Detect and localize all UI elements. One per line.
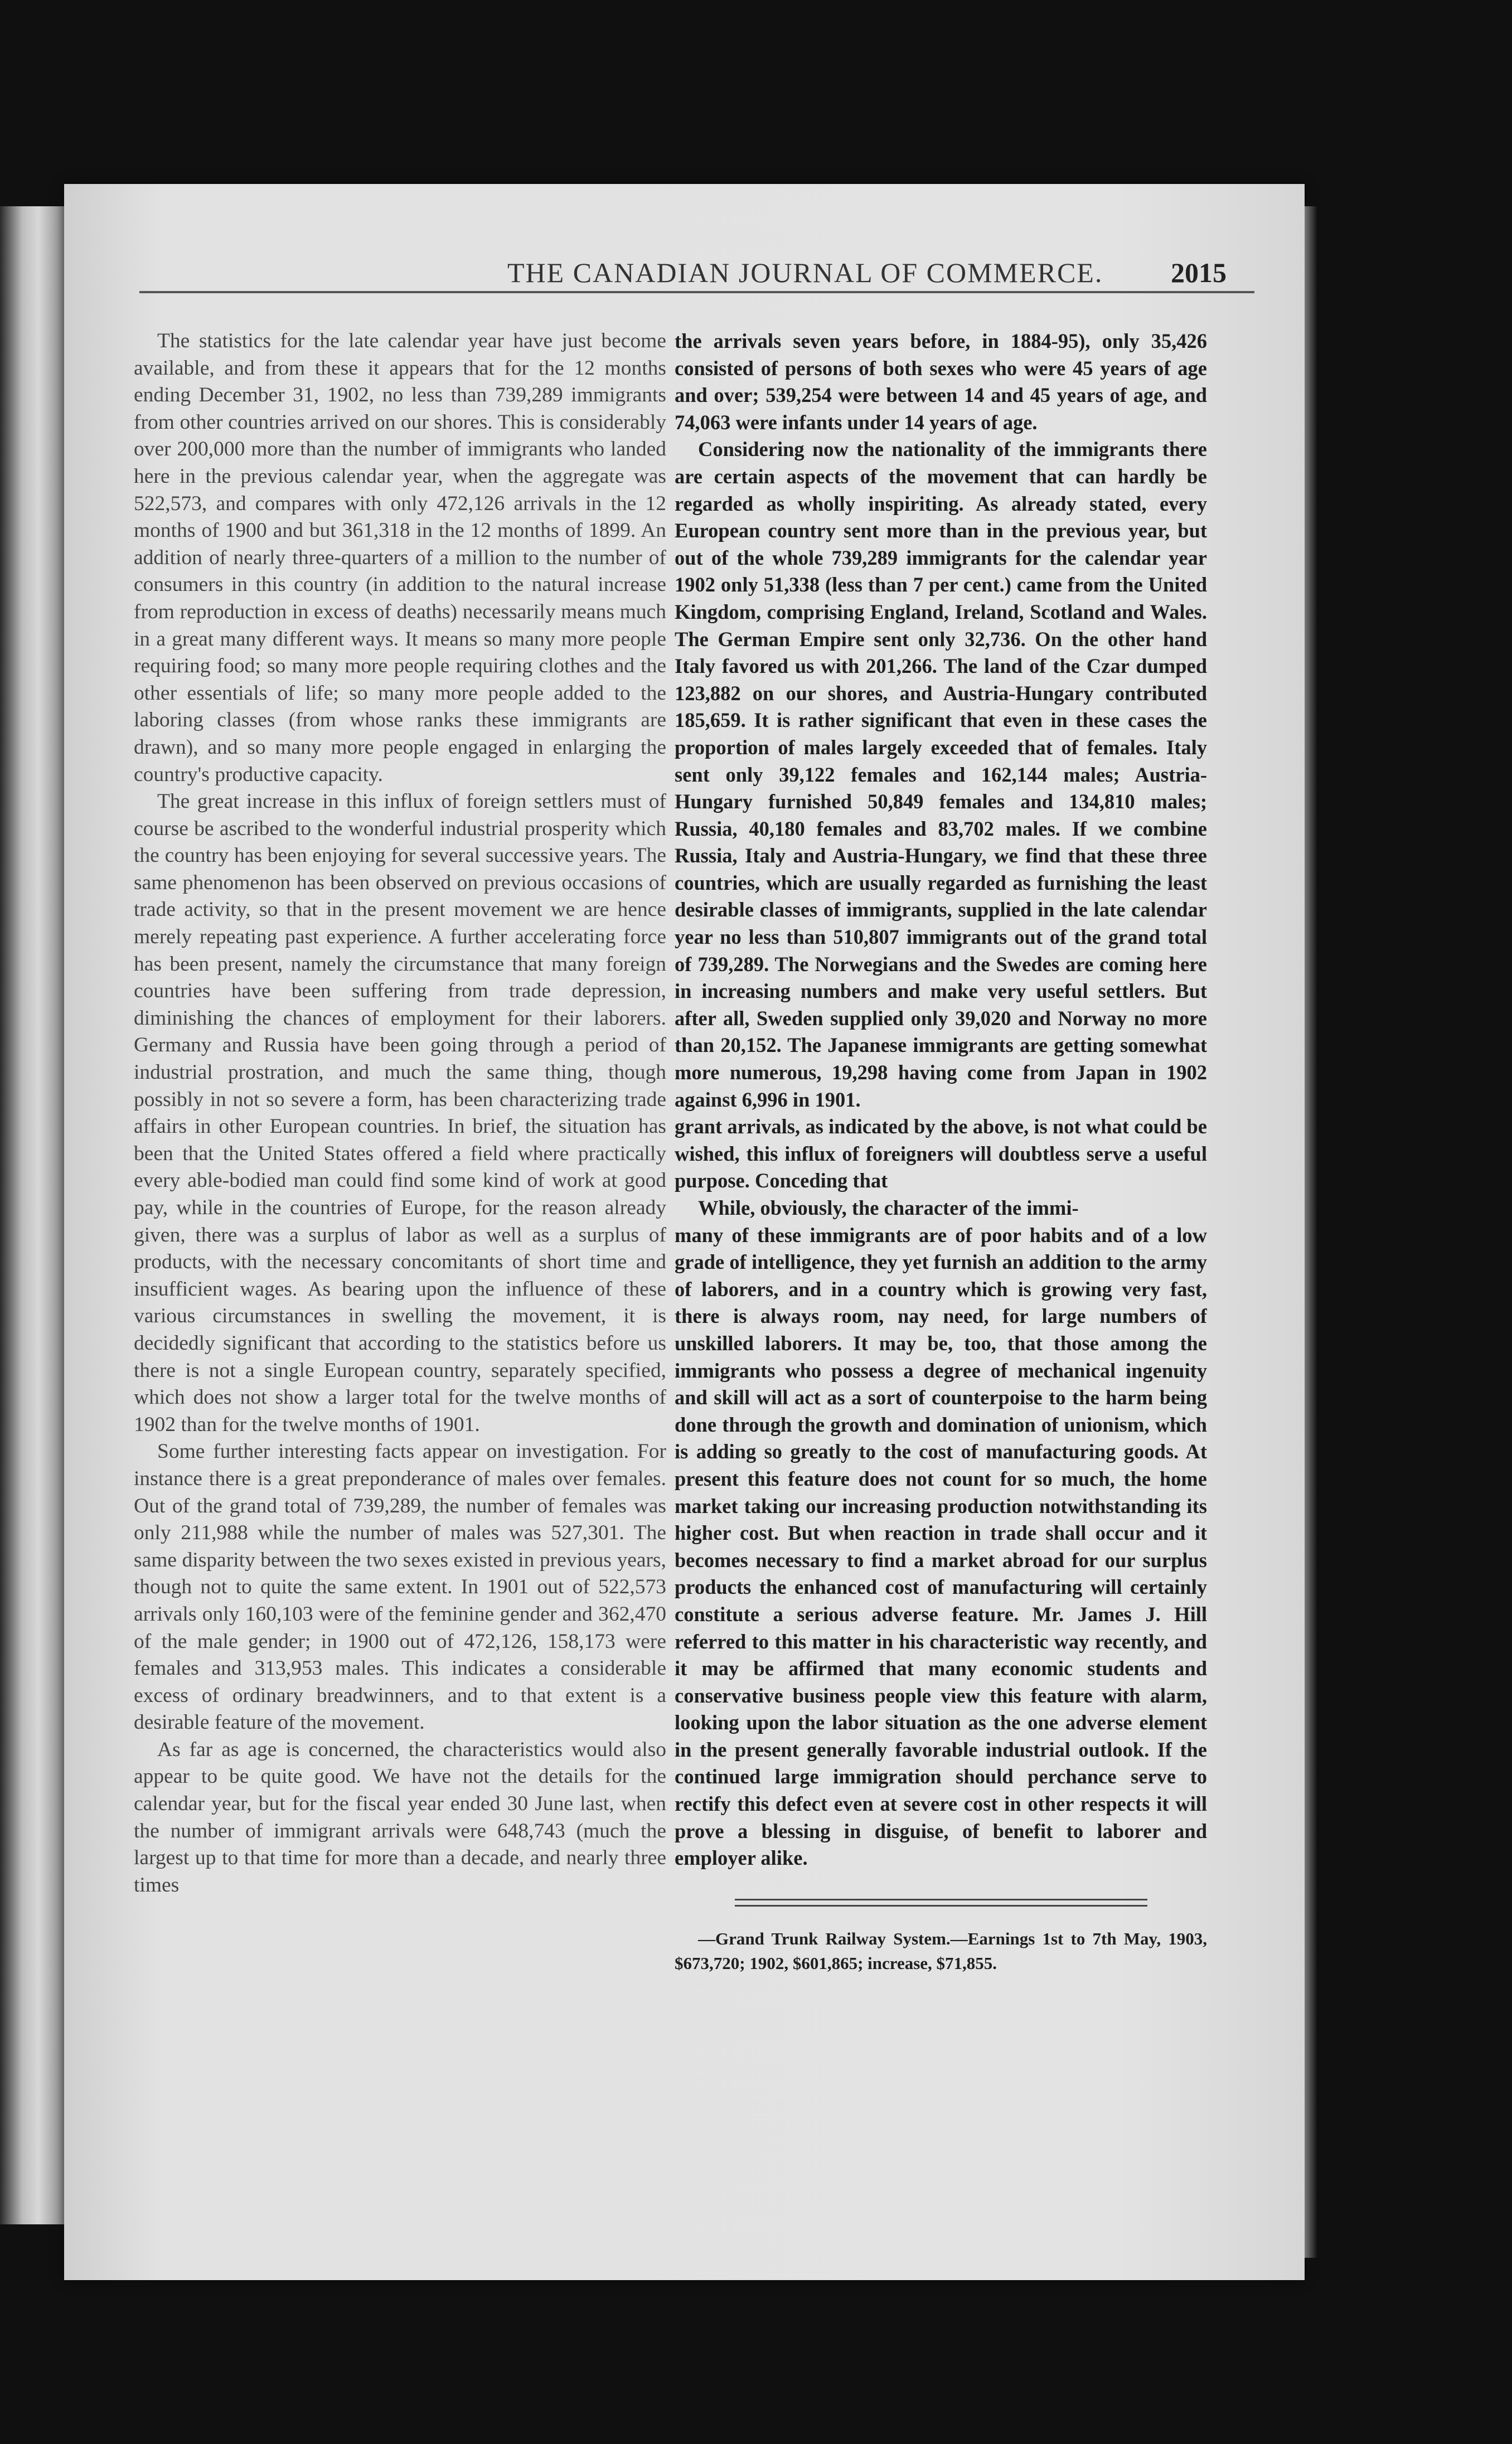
journal-page xyxy=(64,184,1305,2280)
journal-title: THE CANADIAN JOURNAL OF COMMERCE. xyxy=(507,257,1103,288)
paragraph-statistics: The statistics for the late calendar year have just become available, and from these it appears that for the 12 months ending December 31, 1902, no less than 739,289 immigrants from other countries arrived on our shores. This is considerably over 200,000 more than the number of immigrants who landed here in the previous calendar year, when the aggregate was 522,573, and compares with only 472,126 arrivals in the 12 months of 1900 and but 361,318 in the 12 months of 1899. An addition of nearly three-quarters of a million to the number of consumers in this country (in addition to the natural increase from reproduction in excess of deaths) necessarily means much in a great many different ways. It means so many more people requiring food; so many more people requiring clothes and the other essentials of life; so many more people added to the laboring classes (from whose ranks these immigrants are drawn), and so many more people engaged in enlarging the country's productive capacity. xyxy=(134,329,666,786)
book-binding-edge xyxy=(0,206,64,2224)
paragraph-increase: The great increase in this influx of foreign settlers must of course be ascribed to the wonderful industrial prosperity which the country has been enjoying for several successive years. The same phenomenon has been observed on previous occasions of trade activity, so that in the present movement we are hence merely repeating past experience. A further accelerating force has been present, namely the circumstance that many foreign countries have been suffering from trade depression, diminishing the chances of employment for their laborers. Germany and Russia have been going through a period of industrial prostration, and much the same thing, though possibly in not so severe a form, has been characterizing trade affairs in other European countries. In brief, the situation has been that the United States offered a field where practically every able-bodied man could find some kind of work at good pay, while in the countries of Europe, for the reason already given, there was a surplus of labor as well as a surplus of products, with the necessary concomitants of short time and insufficient wages. As bearing upon the influence of these various circumstances in swelling the movement, it is decidedly significant that according to the statistics before us there is not a single European country, separately specified, which does not show a larger total for the twelve months of 1902 than for the twelve months of 1901. xyxy=(134,790,666,1436)
paragraph-age: As far as age is concerned, the characteristics would also appear to be quite good. We have not the details for the calendar year, but for the fiscal year ended 30 June last, when the number of immigrant arrivals were 648,743 (much the largest up to that time for more than a decade, and nearly three times xyxy=(134,1738,666,1897)
paragraph-laborers: many of these immigrants are of poor habits and of a low grade of intelligence, they yet furnish an addition to the army of laborers, and in a country which is growing very fast, there is always room, nay need, for large numbers of unskilled laborers. It may be, too, that those among the immigrants who possess a degree of mechanical ingenuity and skill will act as a sort of counterpoise to the harm being done through the growth and domination of unionism, which is adding so greatly to the cost of manufacturing goods. At present this feature does not count for so much, the home market taking our increasing production notwithstanding its higher cost. But when reaction in trade shall occur and it becomes necessary to find a market abroad for our surplus products the enhanced cost of manufacturing will certainly constitute a serious adverse feature. Mr. James J. Hill referred to this matter in his characteristic way recently, and it may be affirmed that many economic students and conservative business people view this feature with alarm, looking upon the labor situation as the one adverse element in the present generally favorable industrial outlook. If the continued large immigration should perchance serve to rectify this defect even at severe cost in other respects it will prove a blessing in disguise, of benefit to laborer and employer alike. xyxy=(675,1223,1207,1870)
paragraph-nationality: Considering now the nationality of the immigrants there are certain aspects of the movement that can hardly be regarded as wholly inspiriting. As already stated, every European country sent more than in the previous year, but out of the whole 739,289 immigrants for the calendar year 1902 only 51,338 (less than 7 per cent.) came from the United Kingdom, comprising England, Ireland, Scotland and Wales. The German Empire sent only 32,736. On the other hand Italy favored us with 201,266. The land of the Czar dumped 123,882 on our shores, and Austria-Hungary contributed 185,659. It is rather significant that even in these cases the proportion of males largely exceeded that of females. Italy sent only 39,122 females and 162,144 males; Austria-Hungary furnished 50,849 females and 134,810 males; Russia, 40,180 females and 83,702 males. If we combine Russia, Italy and Austria-Hungary, we find that these three countries, which are usually regarded as furnishing the least desirable classes of immigrants, supplied in the late calendar year no less than 510,807 immigrants out of the grand total of 739,289. The Norwegians and the Swedes are coming here in increasing numbers and make very useful settlers. But after all, Sweden supplied only 39,020 and Norway no more than 20,152. The Japanese immigrants are getting somewhat more numerous, 19,298 having come from Japan in 1902 against 6,996 in 1901. xyxy=(675,438,1207,1111)
footnote-grand-trunk: —Grand Trunk Railway System.—Earnings 1st to 7th May, 1903, $673,720; 1902, $601,865; increase, $71,855. xyxy=(675,1928,1207,1973)
paragraph-age-continued: the arrivals seven years before, in 1884-95), only 35,426 consisted of persons of both sexes who were 45 years of age and over; 539,254 were between 14 and 45 years of age, and 74,063 were infants under 14 years of age. xyxy=(675,329,1207,434)
page-edge-shadow xyxy=(1305,206,1317,2258)
page-number: 2015 xyxy=(1171,257,1227,288)
right-column xyxy=(675,328,1207,2251)
paragraph-sexes: Some further interesting facts appear on investigation. For instance there is a great preponderance of males over females. Out of the grand total of 739,289, the number of females was only 211,988 while the number of males was 527,301. The same disparity between the two sexes existed in previous years, though not to quite the same extent. In 1901 out of 522,573 arrivals only 160,103 were of the feminine gender and 362,470 of the male gender; in 1900 out of 472,126, 158,173 were females and 313,953 males. This indicates a considerable excess of ordinary breadwinners, and to that extent is a desirable feature of the movement. xyxy=(134,1440,666,1734)
left-column xyxy=(134,328,666,2251)
page-header xyxy=(139,256,1254,301)
section-divider xyxy=(735,1899,1147,1907)
paragraph-while-obviously: While, obviously, the character of the immi- xyxy=(698,1196,1079,1219)
header-rule xyxy=(139,291,1254,293)
paragraph-grant-arrivals: grant arrivals, as indicated by the above, is not what could be wished, this influx of foreigners will doubtless serve a useful purpose. Conceding that xyxy=(675,1115,1207,1192)
